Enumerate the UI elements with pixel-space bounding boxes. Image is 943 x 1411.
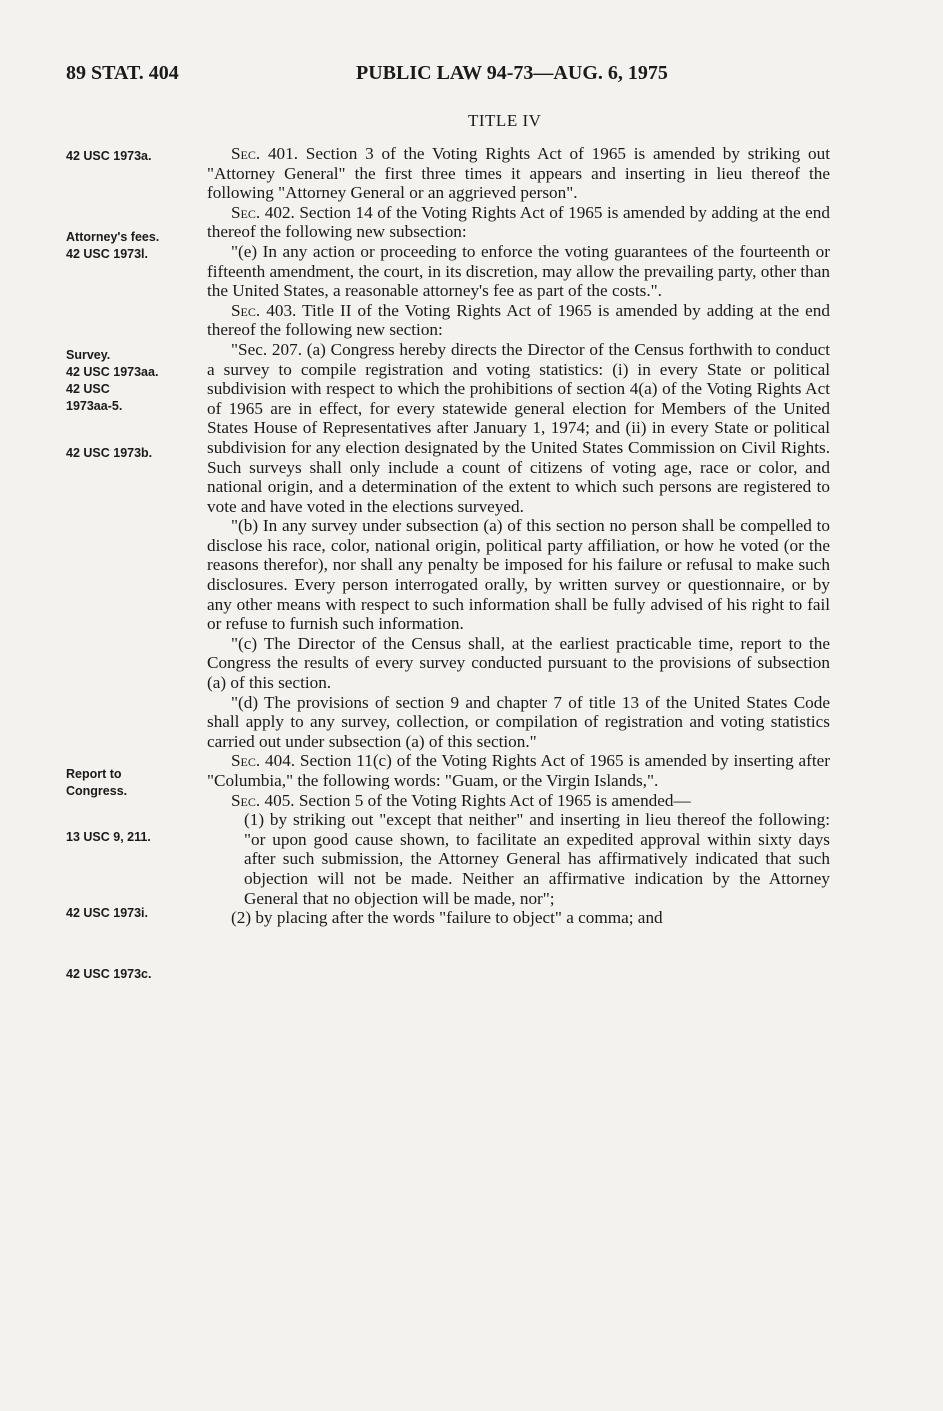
margin-note-line: Congress.	[66, 784, 128, 798]
sec-label: Sec.	[231, 790, 261, 810]
margin-note-line: 42 USC 1973a.	[66, 149, 152, 163]
sec-207-c	[207, 634, 830, 693]
margin-note	[66, 905, 206, 922]
sec-label: Sec.	[231, 751, 261, 771]
margin-note-line: Report to	[66, 767, 122, 781]
paragraph-text: 404. Section 11(c) of the Voting Rights Act of 1965 is amended by inserting after "Columbia," the following words: "Guam, or the Virgin Islands,".	[207, 751, 830, 790]
running-header: PUBLIC LAW 94-73—AUG. 6, 1975	[356, 62, 668, 84]
margin-note	[66, 966, 206, 983]
margin-note	[66, 229, 206, 263]
margin-note	[66, 766, 206, 800]
margin-note	[66, 445, 206, 462]
sec-207-d	[207, 693, 830, 752]
section-405	[207, 791, 830, 811]
margin-note-line: Survey.	[66, 348, 111, 362]
sec-label: Sec.	[231, 202, 261, 222]
margin-note-line: 42 USC 1973c.	[66, 967, 152, 981]
margin-note	[66, 829, 206, 846]
paragraph-text: "(d) The provisions of section 9 and chapter 7 of title 13 of the United States Code shall apply to any survey, collection, or compilation of registration and voting statistics carried out under subsection (a) of this section."	[207, 692, 830, 751]
margin-note-line: Attorney's fees.	[66, 230, 160, 244]
margin-note-line: 42 USC	[66, 382, 110, 396]
section-403	[207, 301, 830, 340]
subsection-e	[207, 242, 830, 301]
sec-207-b	[207, 516, 830, 634]
margin-note-line: 42 USC 1973i.	[66, 906, 148, 920]
margin-note-line: 42 USC 1973b.	[66, 446, 153, 460]
sec-label: Sec.	[231, 300, 261, 320]
stat-page-number: 89 STAT. 404	[66, 62, 179, 84]
paragraph-text: "(e) In any action or proceeding to enforce the voting guarantees of the fourteenth or fifteenth amendment, the court, in its discretion, may allow the prevailing party, other than the United States, a reasonable attorney's fee as part of the costs.".	[207, 241, 830, 301]
margin-note	[66, 148, 206, 165]
paragraph-text: "(b) In any survey under subsection (a) of this section no person shall be compelled to disclose his race, color, national origin, political party affiliation, or how he voted (or the reasons therefor), nor shall any penalty be imposed for his failure or refusal to make such disclosures. Every person interrogated orally, by written survey or questionnaire, or by any other means with respect to such information shall be fully advised of his right to fail or refuse to furnish such information.	[207, 516, 830, 634]
paragraph-text: 402. Section 14 of the Voting Rights Act of 1965 is amended by adding at the end thereof the following new subsection:	[207, 202, 830, 242]
amendment-item-1: (1) by striking out "except that neither" and inserting in lieu thereof the following: "or upon good cause shown, to facilitate an expedited approval within sixty days after such submission, the Attorney General has affirmatively indicated that such objection will not be made. Neither an affirmative indication by the Attorney General that no objection will be made, nor";	[244, 810, 830, 908]
paragraph-text: "Sec. 207. (a) Congress hereby directs the Director of the Census forthwith to conduct a survey to compile registration and voting statistics: (i) in every State or political subdivision with respect to which the prohibitions of section 4(a) of the Voting Rights Act of 1965 are in effect, for every statewide general election for Members of the United States House of Representatives after January 1, 1974; and (ii) in every State or political subdivision for any election designated by the United States Commission on Civil Rights. Such surveys shall only include a count of citizens of voting age, race or color, and national origin, and a determination of the extent to which such persons are registered to vote and have voted in the elections surveyed.	[207, 339, 830, 516]
margin-note-line: 42 USC 1973aa.	[66, 365, 159, 379]
sec-label: Sec.	[231, 144, 261, 163]
margin-note-line: 13 USC 9, 211.	[66, 830, 151, 844]
amendment-item-2: (2) by placing after the words "failure to object" a comma; and	[231, 908, 663, 928]
title-heading: TITLE IV	[468, 111, 542, 130]
margin-note-line: 1973aa-5.	[66, 399, 123, 413]
sec-207-a	[207, 340, 830, 516]
margin-note	[66, 347, 206, 415]
section-401	[207, 144, 830, 203]
paragraph-text: "(c) The Director of the Census shall, at the earliest practicable time, report to the Congress the results of every survey conducted pursuant to the provisions of subsection (a) of this section.	[207, 633, 830, 693]
margin-note-line: 42 USC 1973l.	[66, 247, 148, 261]
section-402	[207, 203, 830, 242]
paragraph-text: 401. Section 3 of the Voting Rights Act of 1965 is amended by striking out "Attorney General" the first three times it appears and inserting in lieu thereof the following "Attorney General or an aggrieved person".	[207, 144, 830, 203]
section-404	[207, 751, 830, 790]
body-text	[207, 144, 830, 928]
paragraph-text: 403. Title II of the Voting Rights Act of 1965 is amended by adding at the end thereof the following new section:	[207, 300, 830, 340]
paragraph-text: 405. Section 5 of the Voting Rights Act of 1965 is amended—	[260, 790, 691, 810]
